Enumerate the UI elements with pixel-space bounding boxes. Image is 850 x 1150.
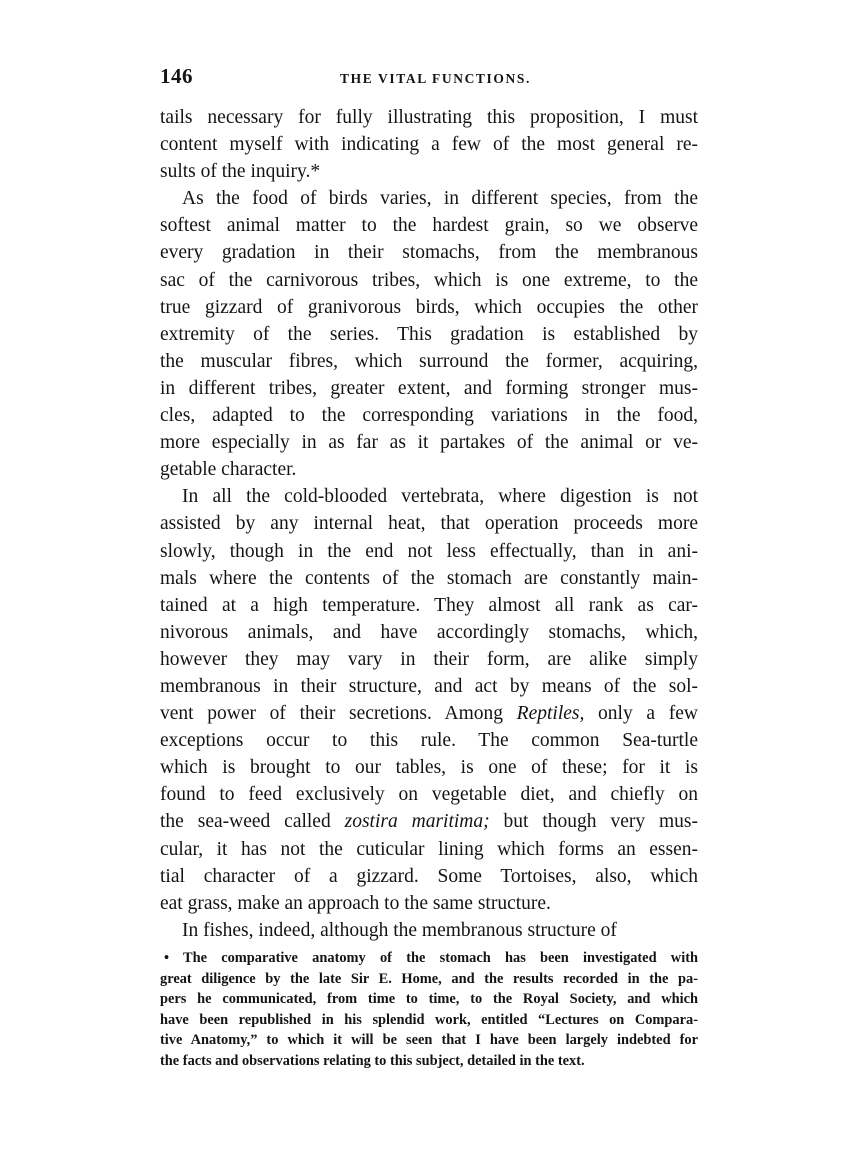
text-line: extremity of the series. This gradation is established by [160,323,698,345]
text-line: tails necessary for fully illustrating this proposition, I must [160,107,698,128]
text-line: mals where the contents of the stomach are constantly main- [160,567,698,589]
footnote-line: • The comparative anatomy of the stomach has been investigated with [164,950,698,966]
text-line: every gradation in their stomachs, from the membranous [160,242,698,264]
text-line: which is brought to our tables, is one of these; for it is [160,757,698,779]
body-text [160,104,698,944]
text-line: slowly, though in the end not less effectually, than in ani- [160,540,698,562]
text-line: getable character. [160,459,297,481]
text-line: In fishes, indeed, although the membranous structure of [182,919,617,941]
footnote-line: pers he communicated, from time to time, to the Royal Society, and which [160,991,698,1008]
text-segment: vent power of their secretions. Among [160,703,517,725]
text-line: nivorous animals, and have accordingly stomachs, which, [160,621,698,643]
footnote-line: tive Anatomy,” to which it will be seen that I have been largely indebted for [160,1032,698,1049]
text-line: tained at a high temperature. They almost all rank as car- [160,594,698,616]
text-segment: but though very mus- [489,811,698,833]
text-line: content myself with indicating a few of the most general re- [160,134,698,156]
text-line: cles, adapted to the corresponding variations in the food, [160,405,698,427]
text-line [160,808,698,835]
text-line: found to feed exclusively on vegetable diet, and chiefly on [160,784,698,806]
text-line: exceptions occur to this rule. The common Sea-turtle [160,730,698,752]
footnote-line: have been republished in his splendid work, entitled “Lectures on Compara- [160,1011,698,1028]
italic-term: Reptiles, [516,703,585,725]
text-line: more especially in as far as it partakes of the animal or ve- [160,432,698,454]
footnote-line: the facts and observations relating to this subject, detailed in the text. [160,1052,585,1069]
text-line: cular, it has not the cuticular lining which forms an essen- [160,838,698,860]
text-line: assisted by any internal heat, that operation proceeds more [160,513,698,535]
running-head: THE VITAL FUNCTIONS. [340,71,531,86]
page-header [160,64,694,94]
text-line: eat grass, make an approach to the same structure. [160,892,551,914]
text-line: in different tribes, greater extent, and forming stronger mus- [160,377,698,399]
footnote-line: great diligence by the late Sir E. Home, and the results recorded in the pa- [160,970,698,987]
text-line [160,700,698,727]
text-segment: the sea-weed called [160,811,345,833]
text-line: tial character of a gizzard. Some Tortoises, also, which [160,865,698,887]
italic-term: zostira maritima; [344,811,490,833]
text-line: As the food of birds varies, in different species, from the [182,188,698,210]
text-line: In all the cold-blooded vertebrata, where digestion is not [182,486,698,508]
text-line: sac of the carnivorous tribes, which is one extreme, to the [160,269,698,291]
text-segment: only a few [584,703,698,725]
text-line: softest animal matter to the hardest grain, so we observe [160,215,698,237]
page-number: 146 [160,64,193,88]
text-line: membranous in their structure, and act by means of the sol- [160,675,698,697]
text-line: sults of the inquiry.* [160,161,321,183]
text-line: however they may vary in their form, are alike simply [160,648,698,670]
footnote [160,948,698,1072]
text-line: the muscular fibres, which surround the former, acquiring, [160,350,698,372]
text-line: true gizzard of granivorous birds, which occupies the other [160,296,698,318]
